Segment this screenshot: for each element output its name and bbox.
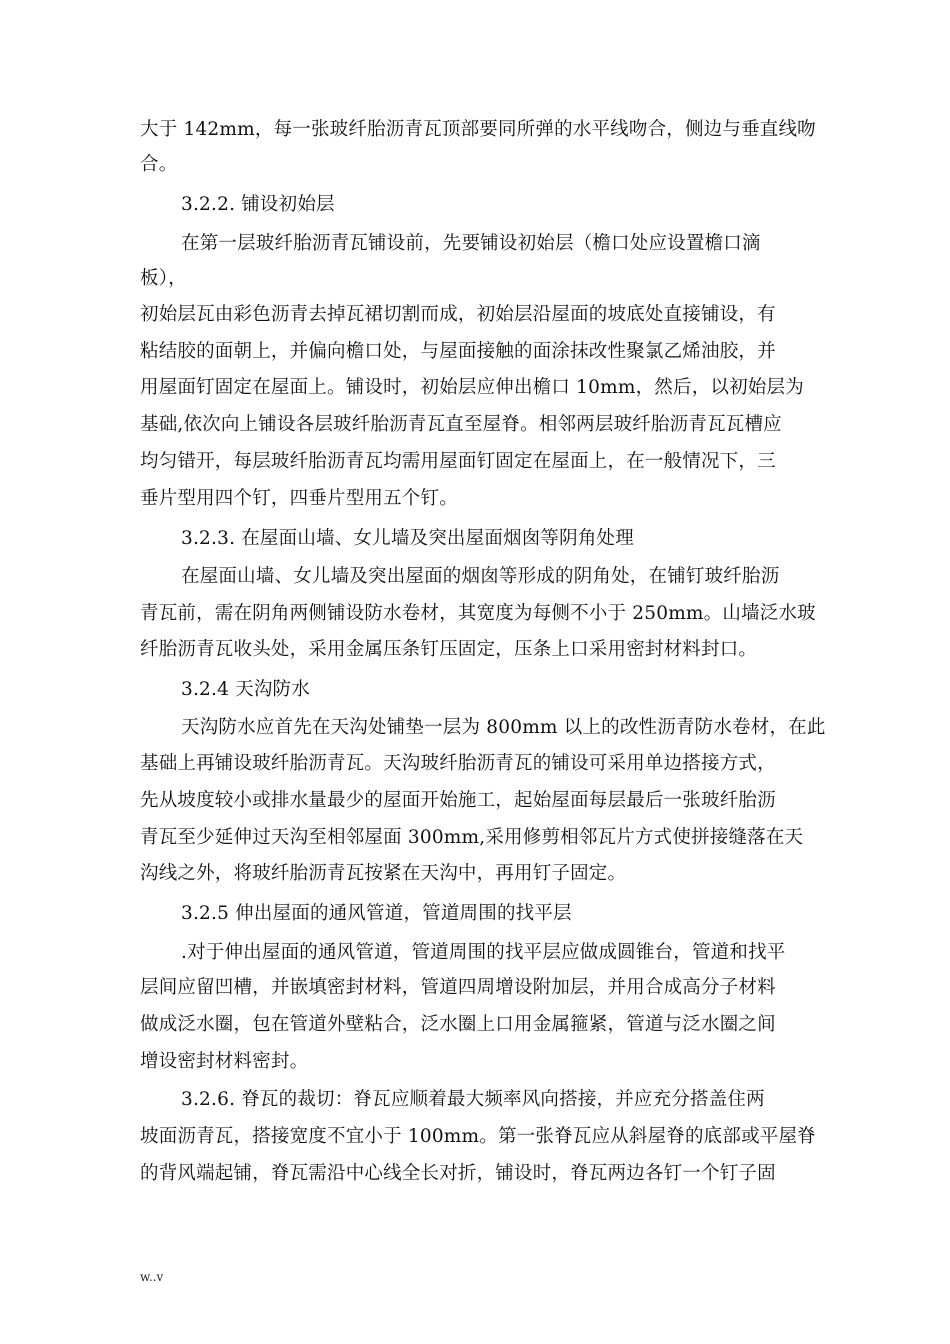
text-line: 初始层瓦由彩色沥青去掉瓦裙切割而成，初始层沿屋面的坡底处直接铺设，有 — [140, 304, 776, 325]
text-line: 坡面沥青瓦，搭接宽度不宜小于 100mm。第一张脊瓦应从斜屋脊的底部或平屋脊 — [140, 1126, 816, 1147]
text-line: 合。 — [140, 154, 178, 175]
text-line: 的背风端起铺，脊瓦需沿中心线全长对折，铺设时，脊瓦两边各钉一个钉子固 — [140, 1163, 776, 1184]
text-line: 大于 142mm，每一张玻纤胎沥青瓦顶部要同所弹的水平线吻合，侧边与垂直线吻 — [140, 119, 816, 140]
text-line: 在第一层玻纤胎沥青瓦铺设前，先要铺设初始层（檐口处应设置檐口滴 — [181, 233, 761, 254]
text-line: 天沟防水应首先在天沟处铺垫一层为 800mm 以上的改性沥青防水卷材，在此 — [181, 717, 826, 738]
text-line: 先从坡度较小或排水量最少的屋面开始施工，起始屋面每层最后一张玻纤胎沥 — [140, 790, 776, 811]
text-line: 青瓦至少延伸过天沟至相邻屋面 300mm,采用修剪相邻瓦片方式使拼接缝落在天 — [140, 827, 804, 848]
text-line: 沟线之外，将玻纤胎沥青瓦按紧在天沟中，再用钉子固定。 — [140, 863, 627, 884]
text-line: .对于伸出屋面的通风管道，管道周围的找平层应做成圆锥台，管道和找平 — [181, 942, 786, 963]
text-line: 层间应留凹槽，并嵌填密封材料，管道四周增设附加层，并用合成高分子材料 — [140, 977, 776, 998]
section-heading: 3.2.6. 脊瓦的裁切：脊瓦应顺着最大频率风向搭接，并应充分搭盖住两 — [181, 1089, 765, 1110]
text-line: 在屋面山墙、女儿墙及突出屋面的烟囱等形成的阴角处，在铺钉玻纤胎沥 — [181, 566, 780, 587]
text-line: 均匀错开，每层玻纤胎沥青瓦均需用屋面钉固定在屋面上，在一般情况下，三 — [140, 451, 776, 472]
section-heading: 3.2.3. 在屋面山墙、女儿墙及突出屋面烟囱等阴角处理 — [181, 528, 634, 549]
text-line: 用屋面钉固定在屋面上。铺设时，初始层应伸出檐口 10mm，然后，以初始层为 — [140, 377, 804, 398]
text-line: 板）， — [140, 268, 187, 289]
text-line: 垂片型用四个钉，四垂片型用五个钉。 — [140, 488, 458, 509]
section-heading: 3.2.5 伸出屋面的通风管道，管道周围的找平层 — [181, 903, 572, 924]
section-heading: 3.2.2. 铺设初始层 — [181, 194, 335, 215]
text-line: 基础上再铺设玻纤胎沥青瓦。天沟玻纤胎沥青瓦的铺设可采用单边搭接方式， — [140, 753, 776, 774]
text-line: 粘结胶的面朝上，并偏向檐口处，与屋面接触的面涂抹改性聚氯乙烯油胶，并 — [140, 341, 776, 362]
text-line: 基础,依次向上铺设各层玻纤胎沥青瓦直至屋脊。相邻两层玻纤胎沥青瓦瓦槽应 — [140, 414, 782, 435]
page-footer: w..v — [140, 1270, 164, 1284]
text-line: 增设密封材料密封。 — [140, 1051, 309, 1072]
text-line: 纤胎沥青瓦收头处，采用金属压条钉压固定，压条上口采用密封材料封口。 — [140, 639, 758, 660]
text-line: 青瓦前，需在阴角两侧铺设防水卷材，其宽度为每侧不小于 250mm。山墙泛水玻 — [140, 603, 816, 624]
text-line: 做成泛水圈，包在管道外壁粘合，泛水圈上口用金属箍紧，管道与泛水圈之间 — [140, 1014, 776, 1035]
section-heading: 3.2.4 天沟防水 — [181, 679, 310, 700]
